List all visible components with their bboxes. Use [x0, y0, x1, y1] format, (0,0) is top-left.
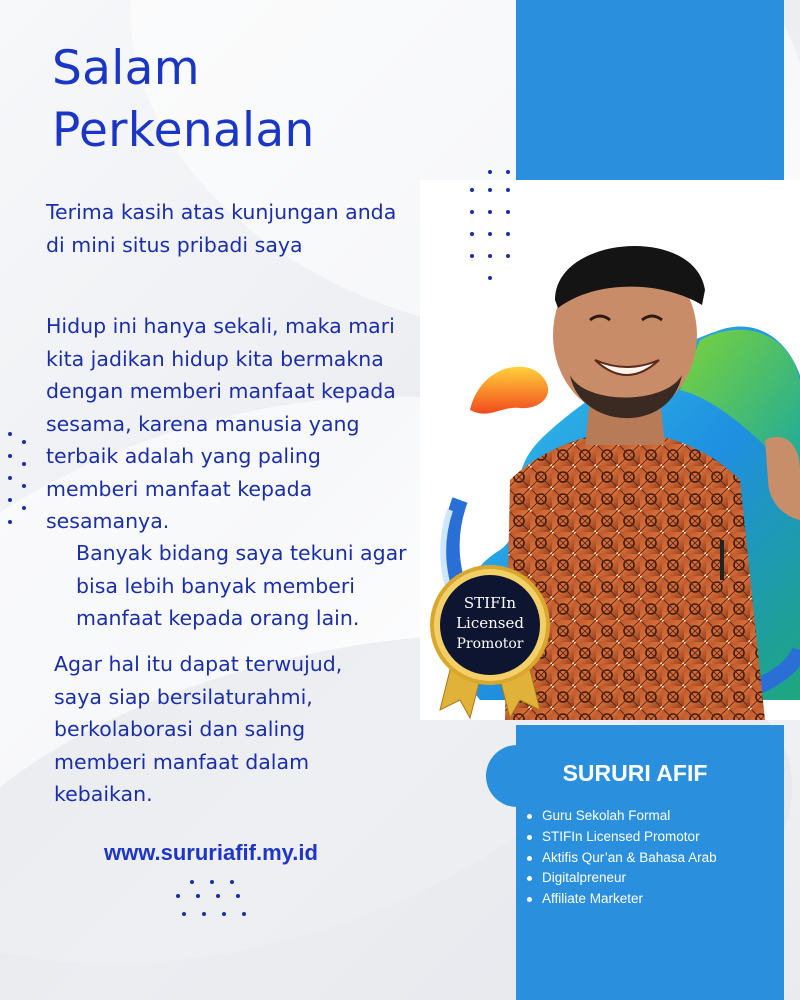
subtitle-line: Terima kasih atas kunjungan anda — [46, 200, 397, 224]
website-link[interactable]: www.sururiafif.my.id — [104, 840, 318, 865]
role-item: Affiliate Marketer — [524, 889, 717, 910]
paragraph-3 — [54, 648, 342, 811]
text-line: Hidup ini hanya sekali, maka mari — [46, 314, 395, 338]
page-title — [52, 38, 315, 162]
paragraph-2 — [76, 537, 407, 635]
role-item: Aktifis Qur’an & Bahasa Arab — [524, 848, 717, 869]
text-line: dengan memberi manfaat kepada — [46, 379, 396, 403]
badge-line1: STIFIn — [463, 594, 517, 612]
role-item: STIFIn Licensed Promotor — [524, 827, 717, 848]
role-item: Guru Sekolah Formal — [524, 806, 717, 827]
text-line: terbaik adalah yang paling — [46, 444, 321, 468]
title-line1: Salam — [52, 41, 200, 96]
text-line: sesamanya. — [46, 509, 170, 533]
text-line: kebaikan. — [54, 782, 153, 806]
text-line: saya siap bersilaturahmi, — [54, 684, 313, 709]
text-line: bisa lebih banyak memberi — [76, 573, 355, 598]
medal-ribbon-icon — [430, 560, 550, 720]
subtitle-line: di mini situs pribadi saya — [46, 232, 303, 257]
text-line: memberi manfaat dalam — [54, 749, 310, 774]
text-line: memberi manfaat kepada — [46, 476, 313, 501]
blue-panel-top — [516, 0, 784, 180]
subtitle — [46, 196, 396, 261]
badge-line3: Promotor — [456, 636, 524, 652]
text-line: berkolaborasi dan saling — [54, 717, 306, 741]
text-line: manfaat kepada orang lain. — [76, 606, 360, 630]
roles-list — [524, 806, 717, 910]
badge-line2: Licensed — [456, 614, 524, 632]
title-line2: Perkenalan — [52, 103, 315, 158]
text-line: Agar hal itu dapat terwujud, — [54, 652, 343, 676]
paragraph-1 — [46, 310, 396, 538]
role-item: Digitalpreneur — [524, 868, 717, 889]
text-line: kita jadikan hidup kita bermakna — [46, 346, 384, 371]
text-line: Banyak bidang saya tekuni agar — [76, 541, 407, 565]
profile-name: SURURI AFIF — [562, 760, 708, 786]
text-line: sesama, karena manusia yang — [46, 411, 360, 436]
